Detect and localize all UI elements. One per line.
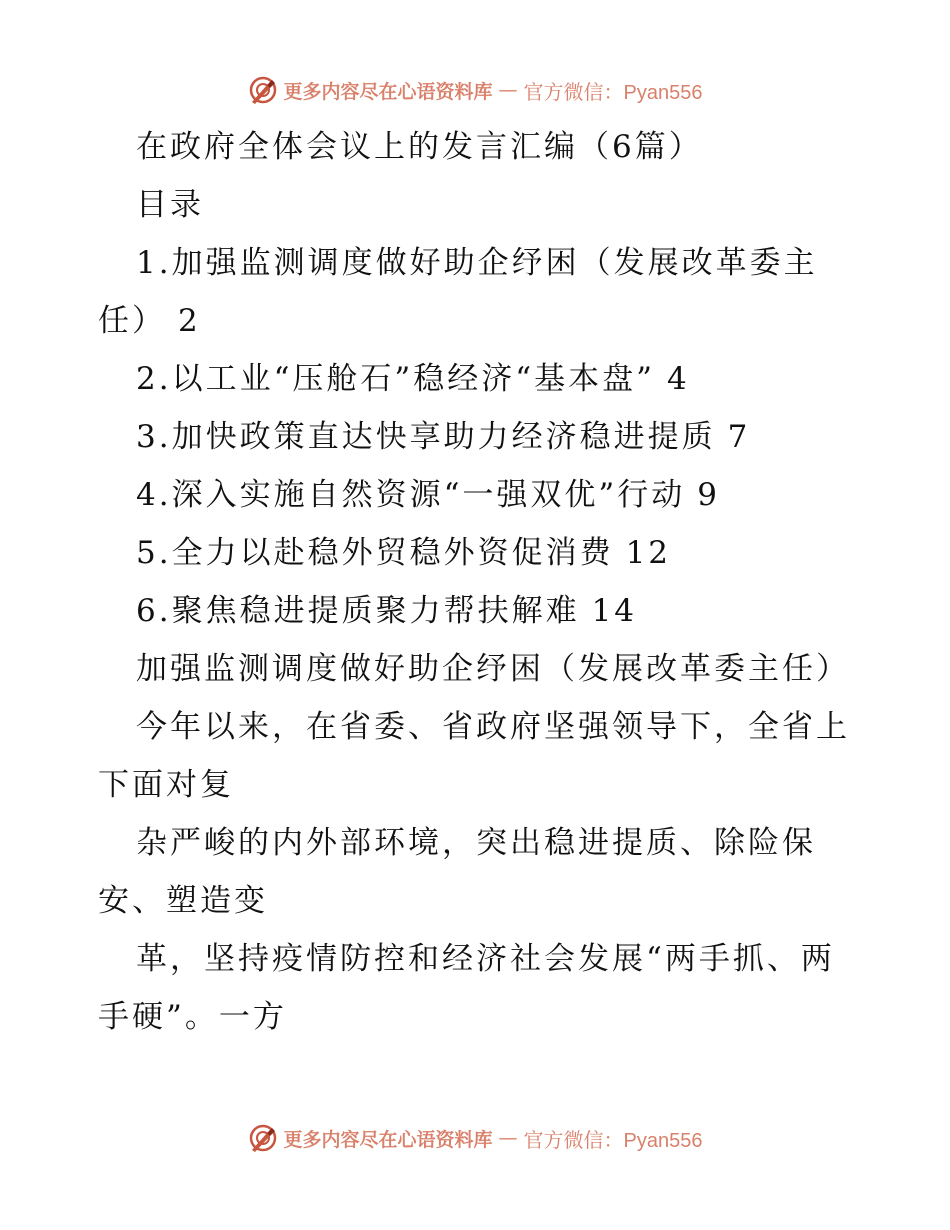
- toc-item-text: 6.聚焦稳进提质聚力帮扶解难: [136, 593, 580, 629]
- toc-item: [98, 408, 858, 466]
- document-title: 在政府全体会议上的发言汇编（6篇）: [136, 129, 703, 165]
- body-line: 杂严峻的内外部环境，突出稳进提质、除险保: [136, 825, 816, 861]
- body-line: 今年以来，在省委、省政府坚强领导下，全省上: [136, 709, 850, 745]
- toc-item-text: 4.深入实施自然资源“一强双优”行动: [136, 477, 686, 513]
- toc-item-page: 9: [697, 477, 721, 513]
- toc-item-text: 2.以工业“压舱石”稳经济“基本盘”: [136, 361, 655, 397]
- toc-item: [98, 234, 858, 292]
- toc-item-page: 14: [591, 593, 638, 629]
- toc-item: [98, 582, 858, 640]
- body-line: 下面对复: [98, 767, 234, 803]
- toc-item: [98, 524, 858, 582]
- toc-item-text: 任）: [98, 303, 166, 339]
- toc-item: [98, 466, 858, 524]
- banner-wechat: 官方微信：Pyan556: [523, 1129, 703, 1152]
- toc-item: [98, 350, 858, 408]
- toc-item-page: 4: [666, 361, 690, 397]
- pen-logo-icon: [248, 75, 278, 105]
- toc-item-page: 12: [625, 535, 672, 571]
- toc-item-page: 7: [727, 419, 751, 455]
- banner-text: 更多内容尽在心语资料库: [283, 1128, 493, 1151]
- toc-item-text: 3.加快政策直达快享助力经济稳进提质: [136, 419, 716, 455]
- body-line: 手硬”。一方: [98, 999, 287, 1035]
- toc-heading: 目录: [136, 187, 204, 223]
- header-banner: [0, 70, 950, 110]
- document-body: [98, 118, 858, 1046]
- banner-text: 更多内容尽在心语资料库: [283, 80, 493, 103]
- body-line: 革，坚持疫情防控和经济社会发展“两手抓、两: [136, 941, 835, 977]
- banner-separator: —: [498, 1127, 518, 1149]
- toc-item-text: 5.全力以赴稳外贸稳外资促消费: [136, 535, 614, 571]
- section-title: 加强监测调度做好助企纾困（发展改革委主任）: [136, 651, 850, 687]
- toc-item-page: 2: [178, 303, 201, 339]
- toc-item-text: 1.加强监测调度做好助企纾困（发展改革委主: [136, 245, 818, 281]
- toc-item-continuation: [98, 292, 858, 350]
- footer-banner: [0, 1118, 950, 1158]
- banner-separator: —: [498, 79, 518, 101]
- body-line: 安、塑造变: [98, 883, 268, 919]
- pen-logo-icon: [248, 1123, 278, 1153]
- banner-wechat: 官方微信：Pyan556: [523, 81, 703, 104]
